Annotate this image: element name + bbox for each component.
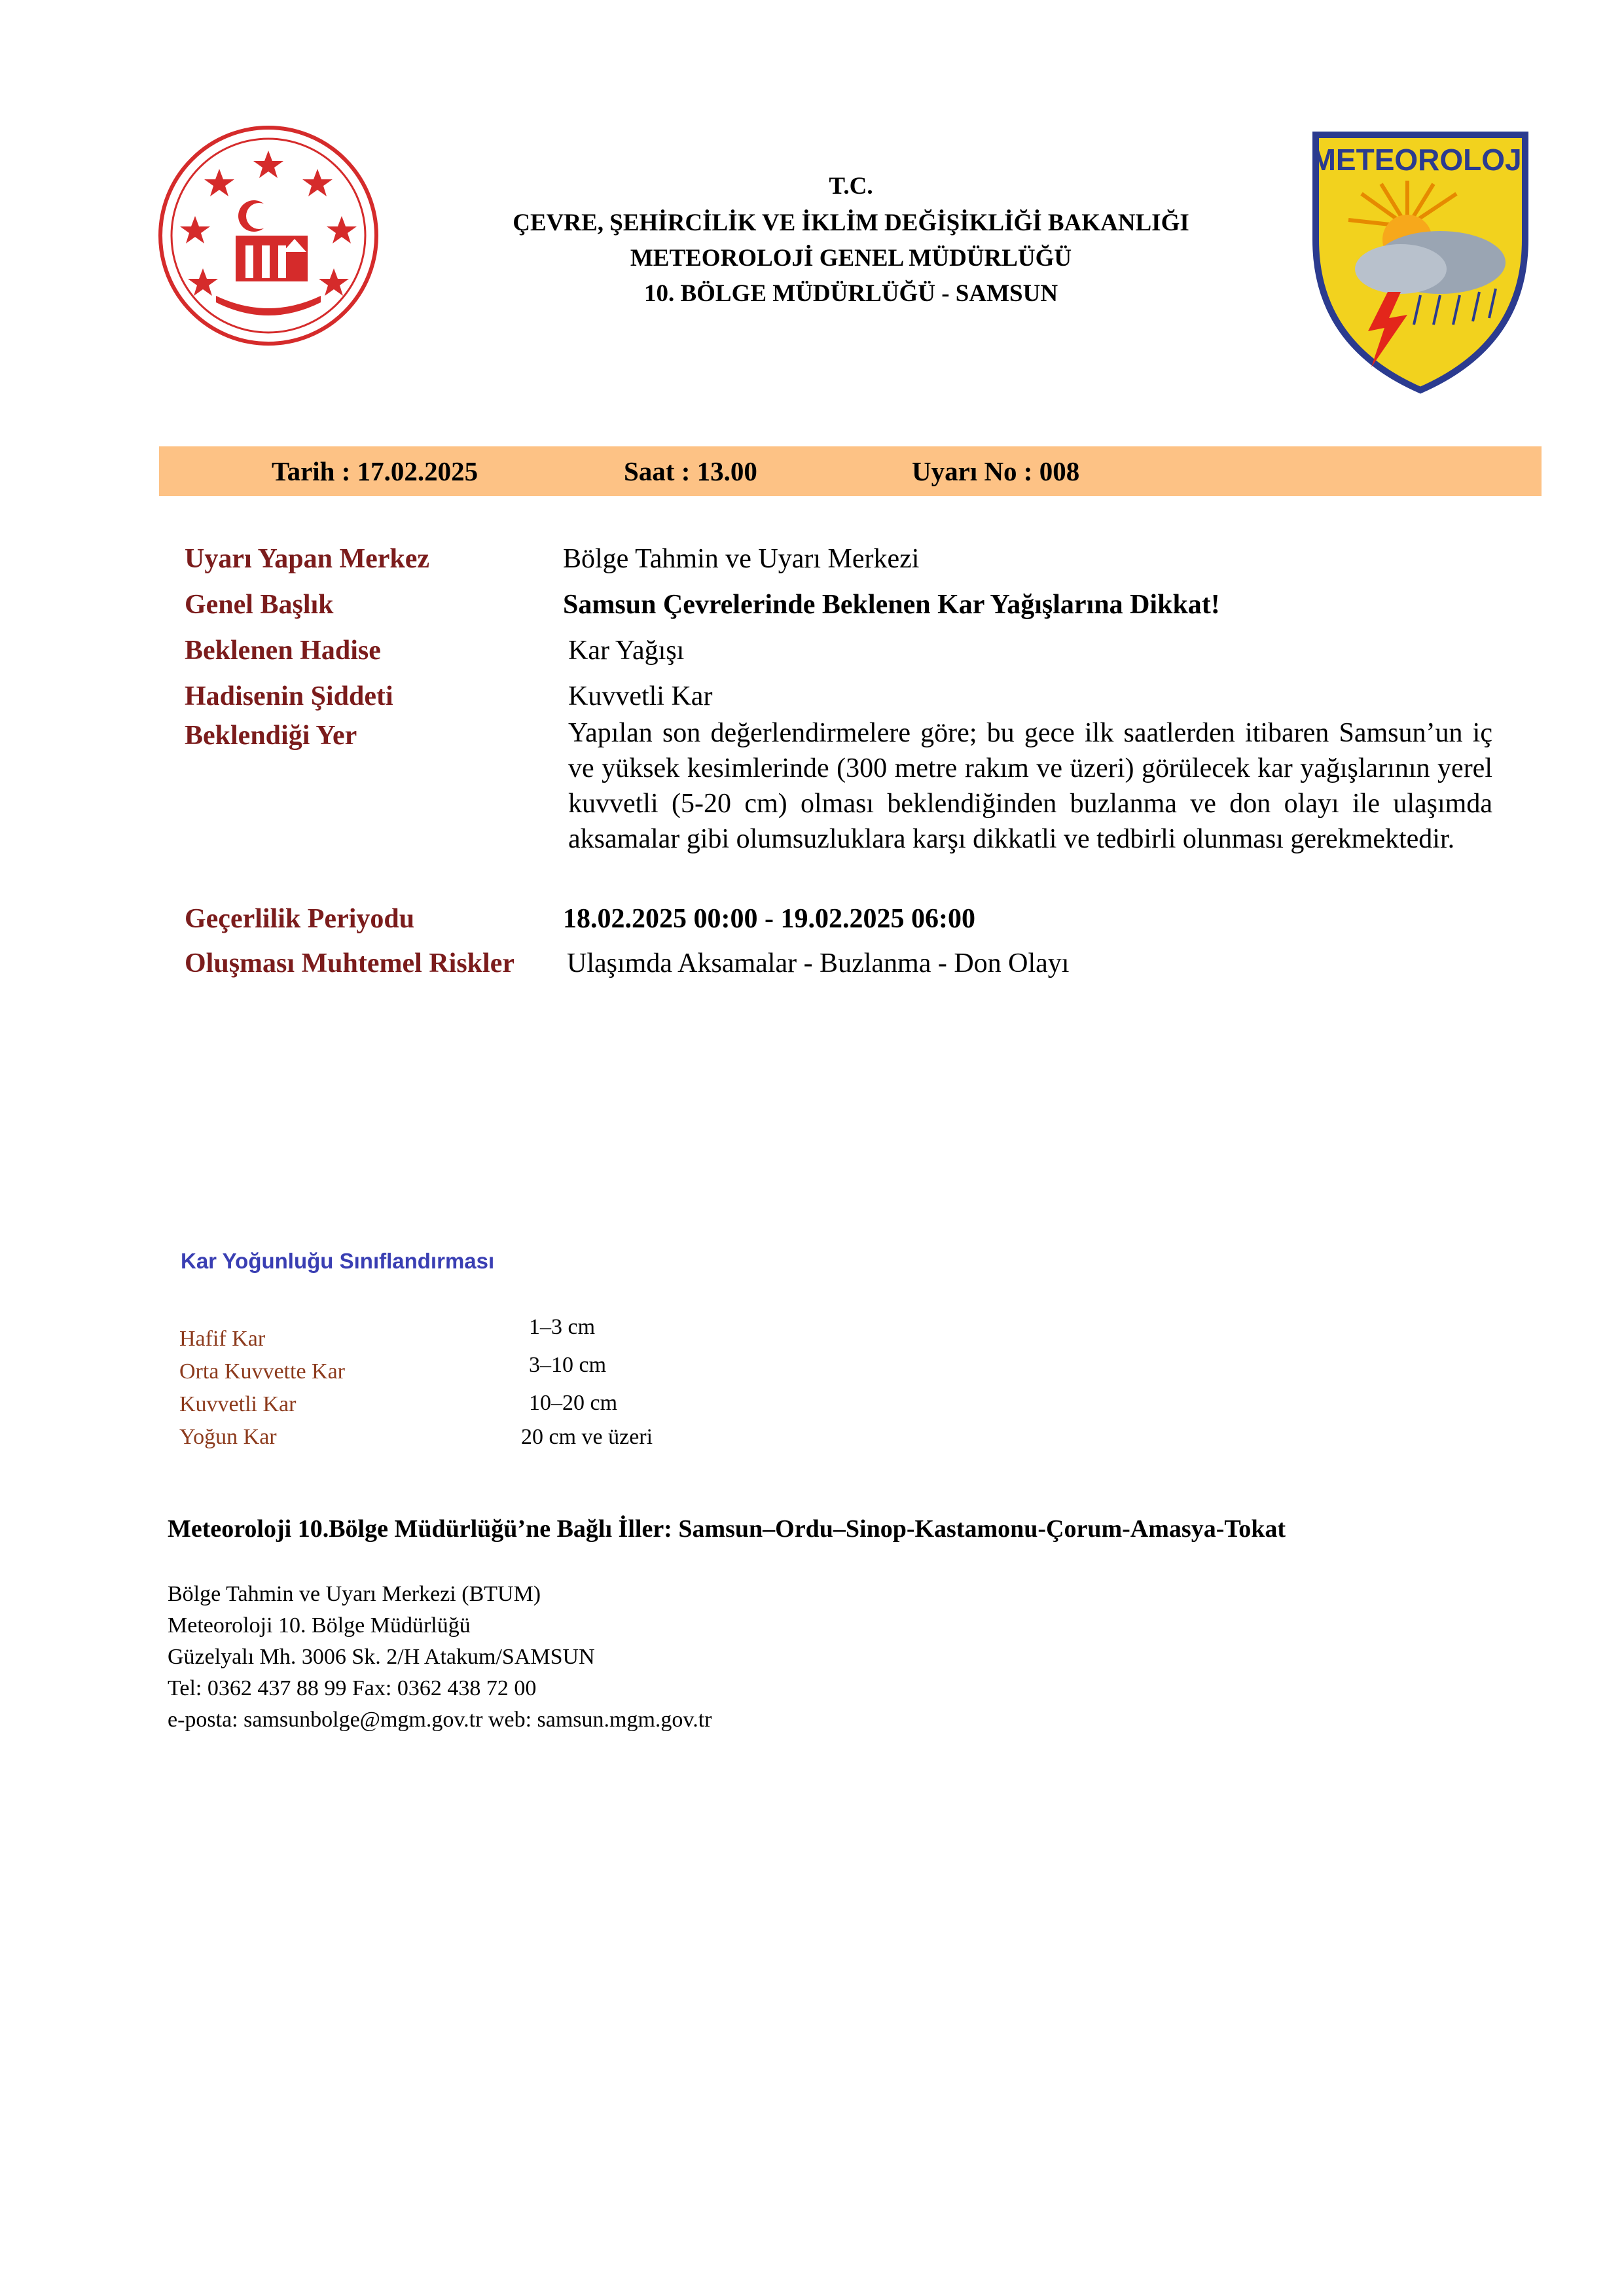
address-line: Meteoroloji 10. Bölge Müdürlüğü	[168, 1613, 471, 1638]
address-line: Bölge Tahmin ve Uyarı Merkezi (BTUM)	[168, 1582, 541, 1606]
event-label: Beklenen Hadise	[185, 636, 381, 666]
header-ministry: ÇEVRE, ŞEHİRCİLİK VE İKLİM DEĞİŞİKLİĞİ BAKANLIĞI	[513, 209, 1189, 236]
snow-class-range: 20 cm ve üzeri	[521, 1425, 653, 1449]
place-value: Yapılan son değerlendirmelere göre; bu gece ilk saatlerden itibaren Samsun’un iç ve yüksek kesimlerinde (300 metre rakım ve üzeri) görülecek kar yağışlarının yerel kuvvetli (5-20 cm) olması beklendiğinden buzlanma ve don olayı ile ulaşımda aksamalar gibi olumsuzluklara karşı dikkatli ve tedbirli olunması gerekmektedir.	[568, 718, 1492, 854]
warning-time: Saat : 13.00	[624, 456, 757, 486]
risk-value: Ulaşımda Aksamalar - Buzlanma - Don Olayı	[567, 948, 1070, 978]
snow-class-range: 3–10 cm	[529, 1353, 607, 1377]
warning-number: Uyarı No : 008	[912, 456, 1080, 486]
contact-line: e-posta: samsunbolge@mgm.gov.tr web: samsun.mgm.gov.tr	[168, 1708, 712, 1732]
snow-class-title: Kar Yoğunluğu Sınıflandırması	[181, 1249, 495, 1273]
center-value: Bölge Tahmin ve Uyarı Merkezi	[563, 544, 920, 574]
snow-class-name: Kuvvetli Kar	[179, 1392, 297, 1416]
header-region: 10. BÖLGE MÜDÜRLÜĞÜ - SAMSUN	[643, 280, 1058, 307]
period-value: 18.02.2025 00:00 - 19.02.2025 06:00	[563, 904, 975, 934]
address-line: Güzelyalı Mh. 3006 Sk. 2/H Atakum/SAMSUN	[168, 1645, 595, 1669]
ministry-logo	[157, 124, 380, 347]
phone-line: Tel: 0362 437 88 99 Fax: 0362 438 72 00	[168, 1676, 537, 1700]
snow-class-name: Yoğun Kar	[179, 1425, 277, 1449]
snow-class-name: Hafif Kar	[179, 1327, 266, 1351]
snow-class-name: Orta Kuvvette Kar	[179, 1359, 346, 1384]
event-value: Kar Yağışı	[568, 636, 685, 666]
header-tc: T.C.	[829, 173, 873, 200]
provinces-line: Meteoroloji 10.Bölge Müdürlüğü’ne Bağlı İller: Samsun–Ordu–Sinop-Kastamonu-Çorum-Amasya-Tokat	[168, 1515, 1286, 1543]
period-label: Geçerlilik Periyodu	[185, 904, 415, 934]
risk-label: Oluşması Muhtemel Riskler	[185, 948, 514, 978]
snow-class-range: 10–20 cm	[529, 1391, 618, 1415]
warning-date: Tarih : 17.02.2025	[272, 456, 478, 486]
center-label: Uyarı Yapan Merkez	[185, 544, 430, 574]
header-directorate: METEOROLOJİ GENEL MÜDÜRLÜĞÜ	[630, 245, 1072, 272]
title-value: Samsun Çevrelerinde Beklenen Kar Yağışlarına Dikkat!	[563, 590, 1220, 620]
warning-info-band	[159, 446, 1542, 496]
title-label: Genel Başlık	[185, 590, 334, 620]
severity-label: Hadisenin Şiddeti	[185, 681, 393, 711]
snow-class-range: 1–3 cm	[529, 1315, 596, 1339]
meteorology-logo-text: METEOROLOJi	[1310, 143, 1530, 177]
place-label: Beklendiği Yer	[185, 721, 357, 751]
severity-value: Kuvvetli Kar	[568, 681, 713, 711]
meteorology-logo	[1309, 128, 1532, 397]
